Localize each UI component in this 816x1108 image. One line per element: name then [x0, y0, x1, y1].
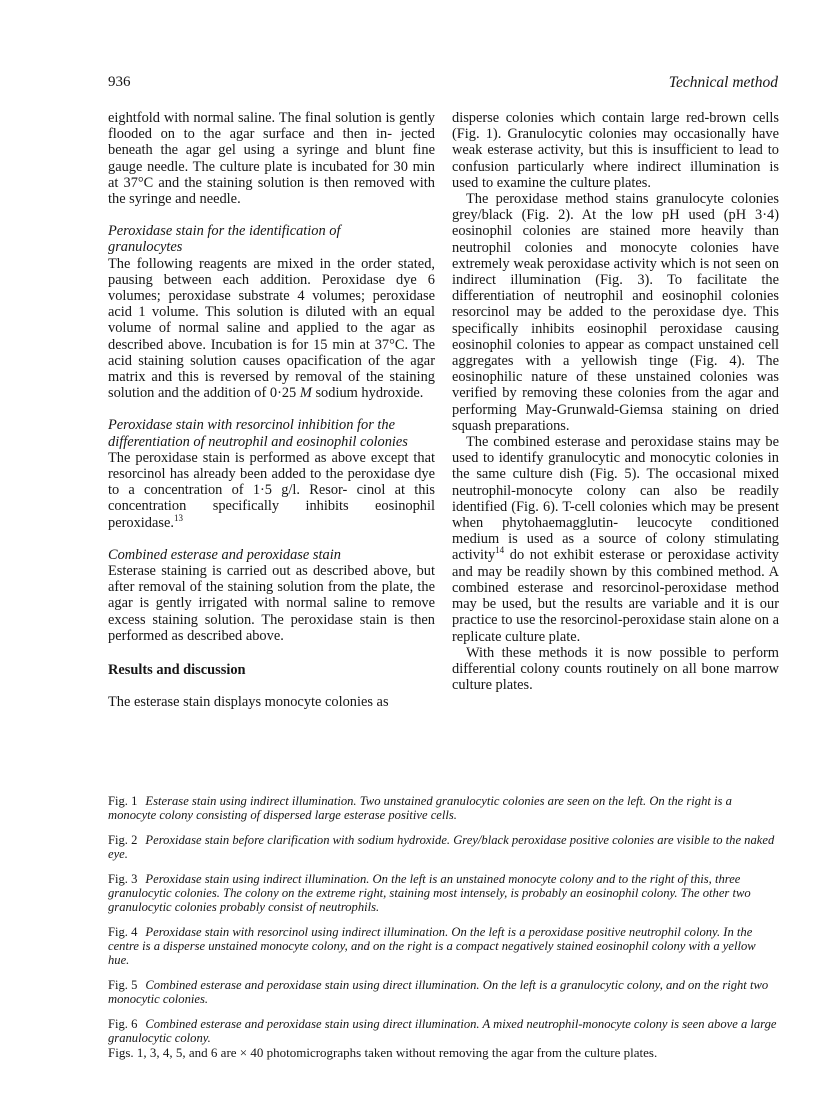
- paragraph: disperse colonies which contain large red-brown cells (Fig. 1). Granulocytic colonies may occasionally have weak esterase activity, but this is insufficient to lead to confusion particularly where indirect illumination is used to examine the culture plates.: [452, 110, 779, 191]
- caption-label: Fig. 1: [108, 794, 138, 808]
- section-heading: [108, 223, 435, 255]
- section-heading-results: Results and discussion: [108, 662, 246, 679]
- caption-text: Peroxidase stain with resorcinol using indirect illumination. On the left is a peroxidase positive neutrophil colony. In the centre is a disperse unstained monocyte colony, and on the right is a compact negatively stained eosinophil colony with a yellow hue.: [108, 925, 756, 967]
- reference-14: 14: [495, 545, 505, 556]
- unit-molar: M: [299, 385, 312, 402]
- caption-text: Peroxidase stain before clarification with sodium hydroxide. Grey/black peroxidase positive colonies are visible to the naked eye.: [108, 833, 775, 861]
- paragraph: With these methods it is now possible to perform differential colony counts routinely on all bone marrow culture plates.: [452, 644, 779, 694]
- section-heading: Peroxidase stain with resorcinol inhibition for the differentiation of neutrophil and eosinophil colonies: [108, 417, 408, 450]
- heading-line: granulocytes: [108, 239, 183, 256]
- caption-fig-2: [108, 833, 780, 861]
- paragraph: Esterase staining is carried out as described above, but after removal of the staining solution from the plate, the agar is gently irrigated with normal saline to remove excess staining solution. The peroxidase stain is then performed as described above.: [108, 563, 435, 644]
- caption-label: Fig. 2: [108, 833, 138, 847]
- caption-label: Fig. 6: [108, 1017, 138, 1031]
- text: The following reagents are mixed in the order stated, pausing between each addition. Peroxidase dye 6 volumes; peroxidase substrate 4 volumes; peroxidase acid 1 volume. This solution is diluted with an equal volume of normal saline and applied to the agar as described above. Incubation is for 15 min at 37°C. The acid staining solution causes opacification of the agar matrix and this is reversed by removal of the staining solution and the addition of 0·25: [108, 255, 435, 402]
- heading-line: Peroxidase stain for the identification of: [108, 223, 341, 240]
- text: do not exhibit esterase or peroxidase activity and may be readily shown by this combined method. A combined esterase and resorcinol-peroxidase method may be used, but the results are variable and it is our practice to use the resorcinol-peroxidase stain alone on a replicate culture plate.: [452, 547, 779, 645]
- caption-text: Combined esterase and peroxidase stain using direct illumination. A mixed neutrophil-monocyte colony is seen above a large granulocytic colony.: [108, 1017, 777, 1045]
- caption-fig-3: [108, 872, 780, 914]
- page-number: 936: [108, 74, 131, 90]
- caption-label: Fig. 4: [108, 925, 138, 939]
- running-title: Technical method: [668, 74, 778, 91]
- caption-fig-5: [108, 978, 780, 1006]
- text: sodium hydroxide.: [311, 385, 424, 402]
- caption-fig-4: [108, 925, 780, 967]
- text: The peroxidase stain is performed as above except that resorcinol has already been added to the peroxidase dye to a concentration of 1·5 g/l. Resor- cinol at this concentration specifically inhibits eosinophil peroxidase.: [108, 449, 435, 531]
- paragraph: [108, 256, 435, 402]
- section-heading: Combined esterase and peroxidase stain: [108, 546, 341, 563]
- left-column: [108, 110, 435, 711]
- caption-text: Esterase stain using indirect illumination. Two unstained granulocytic colonies are seen on the left. On the right is a monocyte colony consisting of dispersed large esterase positive cells.: [108, 794, 732, 822]
- caption-text: Peroxidase stain using indirect illumination. On the left is an unstained monocyte colony and to the right of this, three granulocytic colonies. The colony on the extreme right, staining most intensely, is probably an eosinophil colony. The other two granulocytic colonies probably consist of neutrophils.: [108, 872, 751, 914]
- caption-label: Fig. 3: [108, 872, 138, 886]
- caption-text: Combined esterase and peroxidase stain using direct illumination. On the left is a granulocytic colony, and on the right two monocytic colonies.: [108, 978, 769, 1006]
- reference-13: 13: [173, 512, 183, 523]
- paragraph: [108, 450, 435, 531]
- paragraph: eightfold with normal saline. The final solution is gently flooded on to the agar surface and then in- jected beneath the agar gel using a syringe and blunt fine gauge needle. The culture plate is incubated for 30 min at 37°C and the staining solution is then removed with the syringe and needle.: [108, 110, 435, 208]
- figures-note: Figs. 1, 3, 4, 5, and 6 are × 40 photomicrographs taken without removing the agar from the culture plates.: [108, 1045, 658, 1060]
- paragraph: [452, 434, 779, 645]
- paragraph: The peroxidase method stains granulocyte colonies grey/black (Fig. 2). At the low pH used (pH 3·4) eosinophil colonies are stained more heavily than neutrophil colonies and monocyte colonies have extremely weak peroxidase activity which is not seen on indirect illumination (Fig. 3). To facilitate the differentiation of neutrophil and eosinophil colonies resorcinol may be added to the peroxidase dye. This specifically inhibits eosinophil peroxidase causing eosinophil colonies to appear as compact unstained cell aggregates with a yellowish tinge (Fig. 4). The eosinophilic nature of these unstained colonies was verified by removing these colonies from the agar and performing May-Grunwald-Giemsa staining on dried squash preparations.: [452, 191, 779, 434]
- caption-label: Fig. 5: [108, 978, 138, 992]
- paragraph: The esterase stain displays monocyte colonies as: [108, 694, 389, 711]
- figure-captions: [108, 794, 780, 1071]
- text: The combined esterase and peroxidase stains may be used to identify granulocytic and monocytic colonies in the same culture dish (Fig. 5). The occasional mixed neutrophil-monocyte colony can also be readily identified (Fig. 6). T-cell colonies which may be present when phytohaemagglutin- leucocyte conditioned medium is used as a source of colony stimulating activity: [452, 434, 779, 564]
- caption-fig-1: [108, 794, 780, 822]
- right-column: [452, 110, 779, 693]
- caption-fig-6: [108, 1017, 780, 1045]
